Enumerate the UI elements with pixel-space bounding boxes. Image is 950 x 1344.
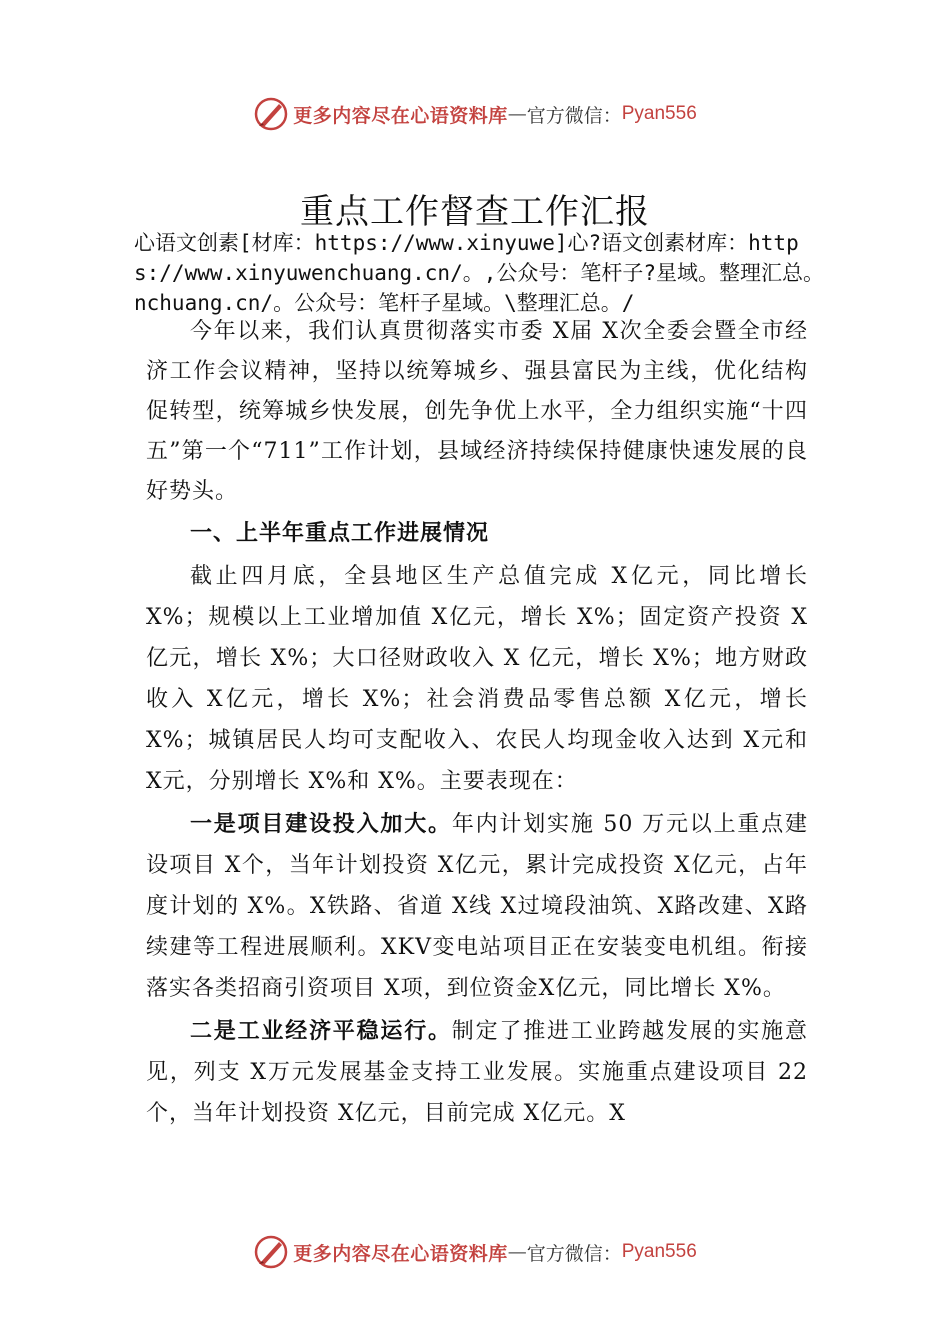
item-paragraph-2 bbox=[146, 1011, 808, 1134]
intro-paragraph: 今年以来，我们认真贯彻落实市委 X届 X次全委会暨全市经济工作会议精神，坚持以统筹城乡、强县富民为主线，优化结构促转型，统筹城乡快发展，创先争优上水平，全力组织实施“十四五”第一个“711”工作计划，县域经济持续保持健康快速发展的良好势头。 bbox=[146, 319, 808, 504]
banner-separator: — bbox=[507, 1241, 527, 1263]
source-note: 心语文创素[材库：https://www.xinyuwe]心?语文创素材库：https://www.xinyuwenchuang.cn/。,公众号：笔杆子?星域。整理汇总。nchuang.cn/。公众号：笔杆子星域。\整理汇总。/ bbox=[134, 231, 825, 315]
banner-text: 更多内容尽在心语资料库 bbox=[293, 1242, 508, 1265]
footer-banner bbox=[0, 1232, 950, 1272]
item-1-text: 年内计划实施 50 万元以上重点建设项目 X个，当年计划投资 X亿元，累计完成投资 X亿元，占年度计划的 X%。X铁路、省道 X线 X过境段油筑、X路改建、X路续建等工程进展顺利。XKV变电站项目正在安装变电机组。衔接落实各类招商引资项目 X项，到位资金X亿元，同比增长 X%。 bbox=[146, 812, 808, 1001]
section-heading: 一、上半年重点工作进展情况 bbox=[190, 521, 490, 546]
item-1-lead: 一是项目建设投入加大。 bbox=[190, 811, 452, 837]
item-paragraph-1 bbox=[146, 804, 808, 1009]
document-body bbox=[146, 312, 808, 1134]
banner-wechat-label: 官方微信： bbox=[526, 1242, 622, 1265]
pen-logo-icon bbox=[253, 1234, 289, 1270]
header-banner bbox=[0, 94, 950, 134]
banner-wechat-label: 官方微信： bbox=[526, 104, 622, 127]
document-title: 重点工作督查工作汇报 bbox=[300, 192, 650, 232]
banner-separator: — bbox=[507, 103, 527, 125]
banner-text: 更多内容尽在心语资料库 bbox=[293, 104, 508, 127]
item-2-text: 制定了推进工业跨越发展的实施意见，列支 X万元发展基金支持工业发展。实施重点建设项目 22个，当年计划投资 X亿元，目前完成 X亿元。X bbox=[146, 1019, 808, 1126]
summary-paragraph: 截止四月底，全县地区生产总值完成 X亿元，同比增长 X%；规模以上工业增加值 X亿元，增长 X%；固定资产投资 X 亿元，增长 X%；大口径财政收入 X 亿元，增长 X%；地方财政收入 X亿元，增长 X%；社会消费品零售总额 X亿元，增长 X%；城镇居民人均可支配收入、农民人均现金收入达到 X元和 X元，分别增长 X%和 X%。主要表现在： bbox=[146, 564, 808, 794]
pen-logo-icon bbox=[253, 96, 289, 132]
banner-wechat-id: Pyan556 bbox=[621, 103, 697, 124]
banner-wechat-id: Pyan556 bbox=[621, 1241, 697, 1262]
item-2-lead: 二是工业经济平稳运行。 bbox=[190, 1018, 452, 1044]
